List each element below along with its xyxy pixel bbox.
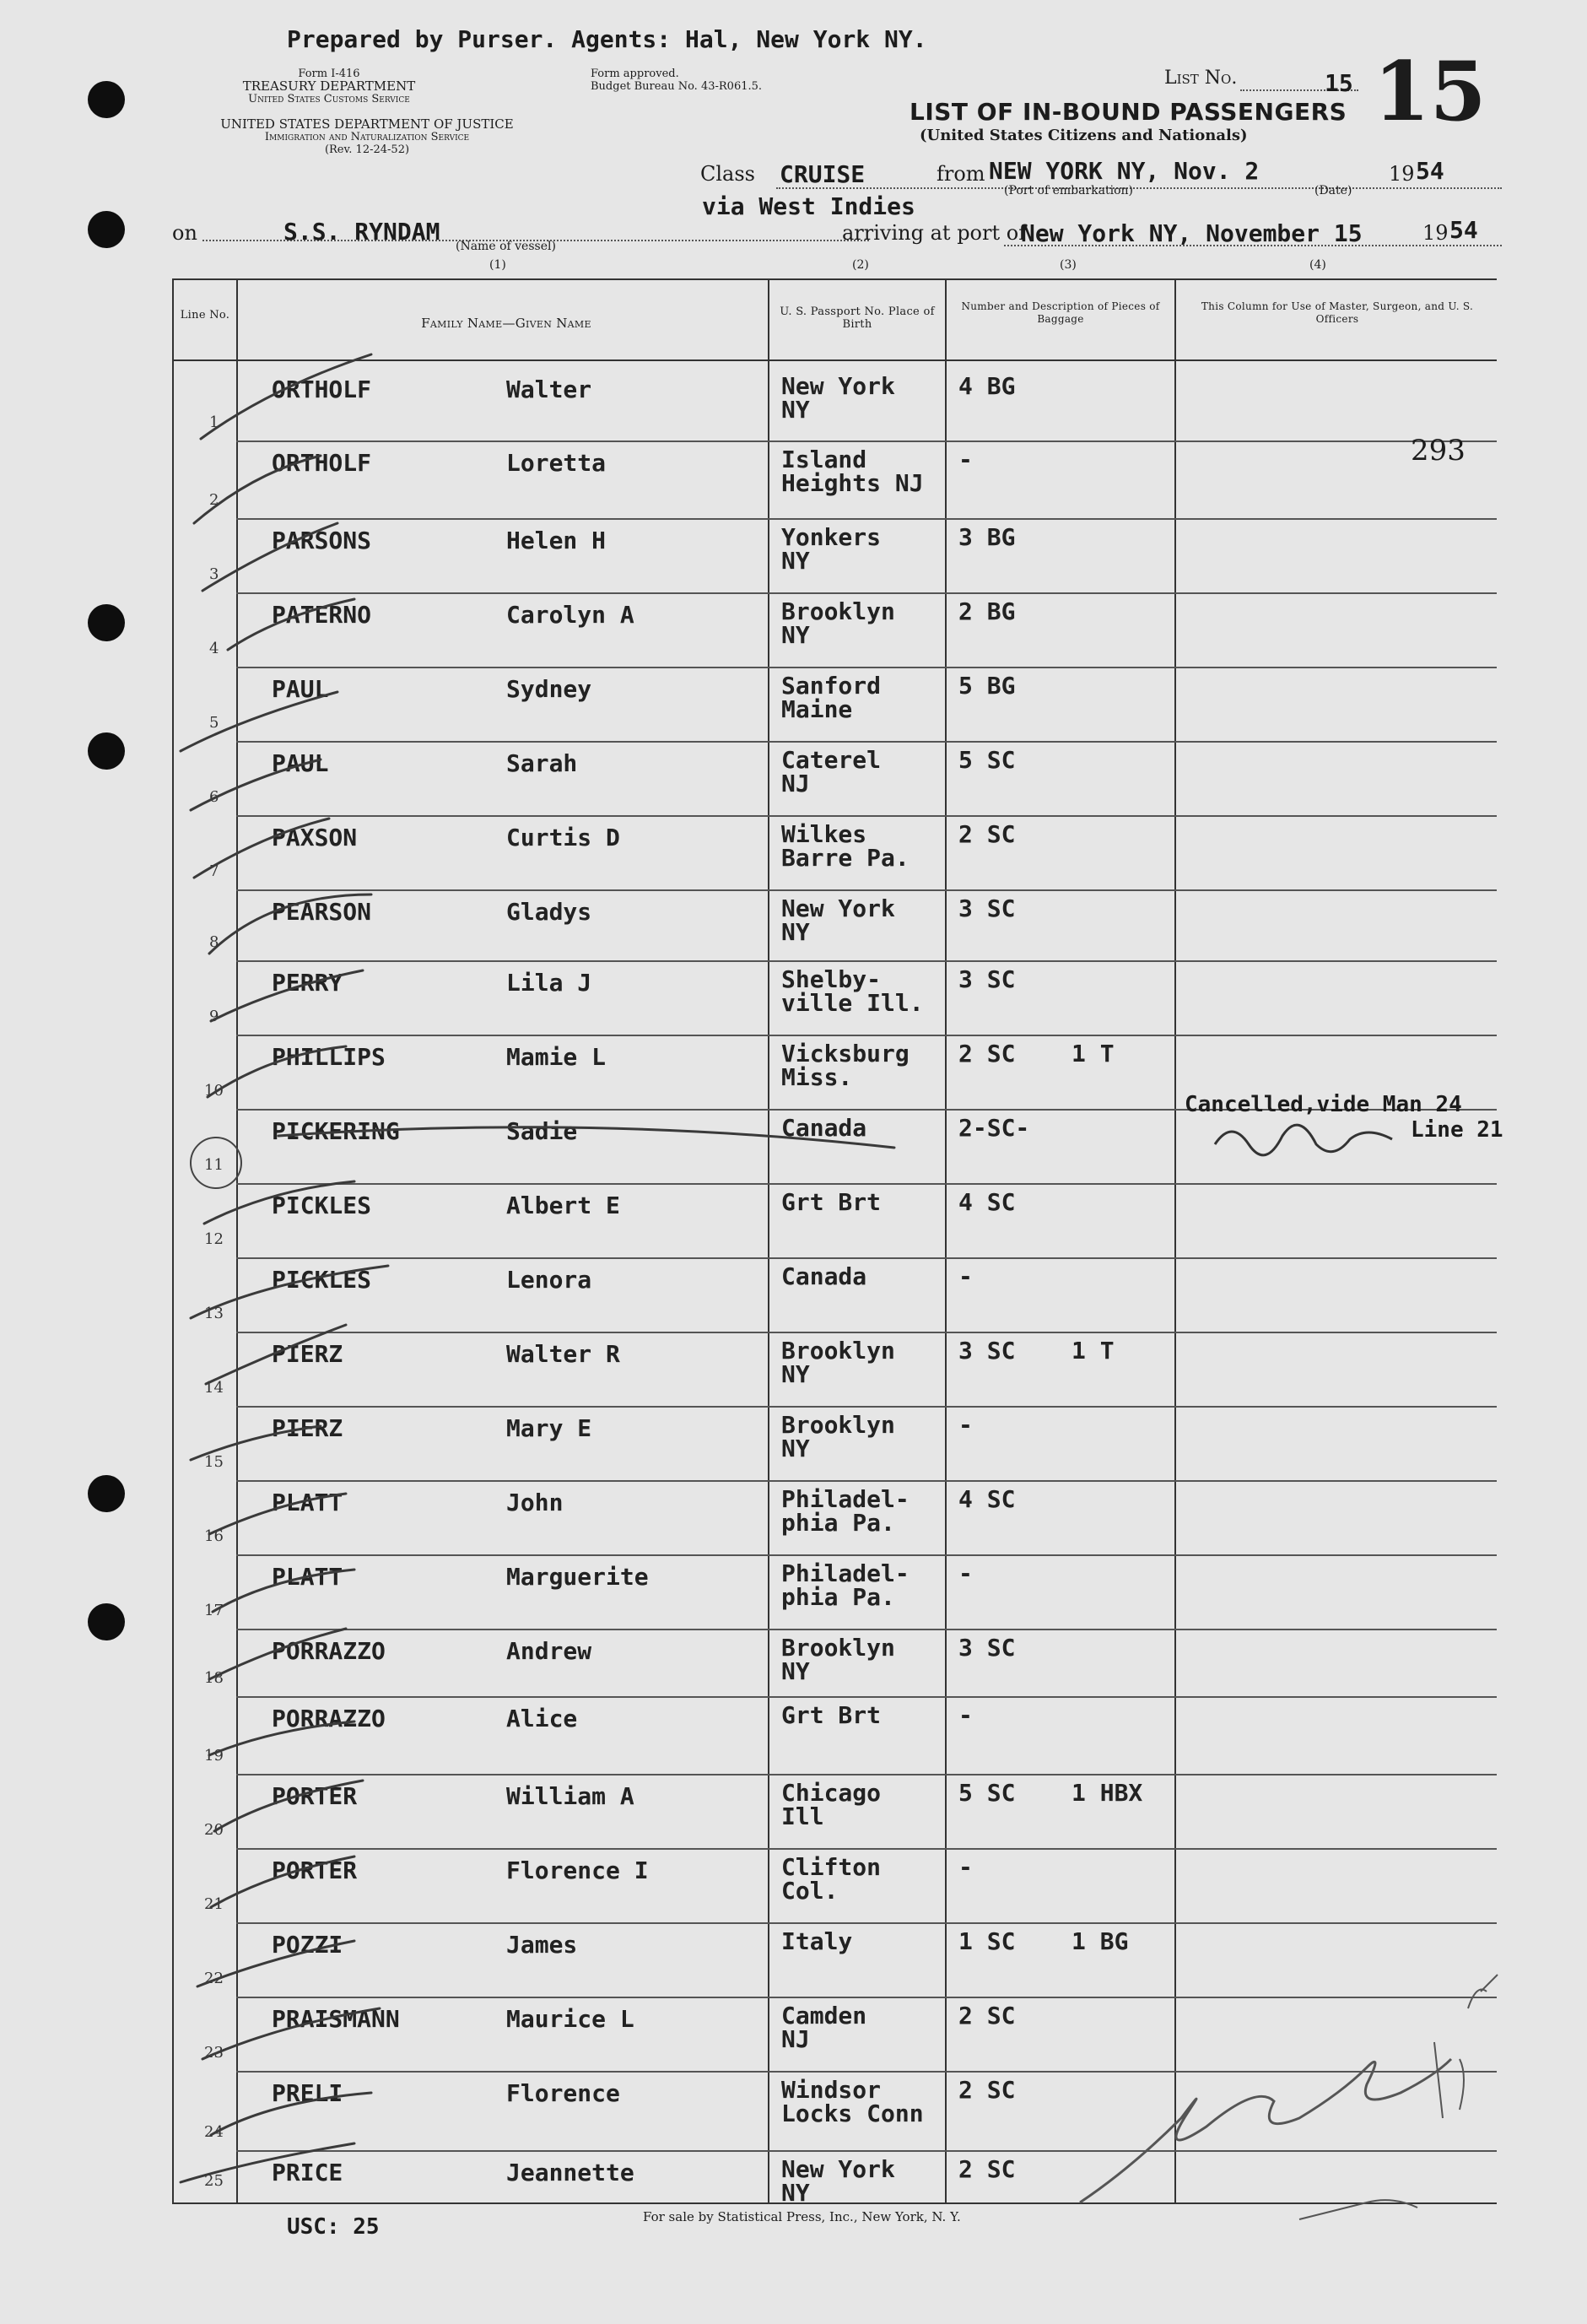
treasury-label: TREASURY DEPARTMENT <box>242 78 416 94</box>
given-name: Curtis D <box>506 824 620 851</box>
given-name: Lila J <box>506 969 592 997</box>
line-number: 22 <box>204 1970 224 1987</box>
family-name: PIERZ <box>272 1414 343 1442</box>
on-label: on <box>172 221 197 245</box>
place-of-birth: Brooklyn <box>781 1337 895 1365</box>
place-of-birth: New York <box>781 372 895 400</box>
given-name: Gladys <box>506 898 592 926</box>
arriving-label: arriving at port of <box>842 221 1027 245</box>
family-name: POZZI <box>272 1931 343 1959</box>
family-name: PICKERING <box>272 1117 400 1145</box>
place-of-birth-line2: Locks Conn <box>781 2100 924 2127</box>
place-of-birth-line2: Col. <box>781 1877 839 1905</box>
place-of-birth-line2: Heights NJ <box>781 469 924 497</box>
place-of-birth: Shelby- <box>781 965 882 993</box>
given-name: Sadie <box>506 1117 578 1145</box>
stamp-number: 293 <box>1411 434 1466 468</box>
place-of-birth: Philadel- <box>781 1485 910 1513</box>
via-route: via West Indies <box>702 192 915 220</box>
place-of-birth-line2: ville Ill. <box>781 989 924 1017</box>
given-name: Maurice L <box>506 2005 634 2033</box>
place-of-birth: Chicago <box>781 1779 882 1807</box>
place-of-birth-line2: NY <box>781 547 810 575</box>
baggage: 3 SC <box>958 1634 1016 1662</box>
line-number: 4 <box>209 640 219 657</box>
year-arrival: 54 <box>1449 216 1478 244</box>
given-name: Loretta <box>506 449 607 477</box>
place-of-birth: Island <box>781 446 867 473</box>
given-name: Florence <box>506 2079 620 2107</box>
given-name: Florence I <box>506 1856 649 1884</box>
col-officers: This Column for Use of Master, Surgeon, and U. S. Officers <box>1201 300 1474 325</box>
family-name: PRICE <box>272 2159 343 2186</box>
given-name: Mamie L <box>506 1043 607 1071</box>
family-name: PRELI <box>272 2079 343 2107</box>
given-name: Andrew <box>506 1637 592 1665</box>
col-ref-2: (2) <box>852 258 869 272</box>
budget-bureau: Budget Bureau No. 43-R061.5. <box>591 80 763 93</box>
place-of-birth: Wilkes <box>781 820 867 848</box>
list-title: LIST OF IN-BOUND PASSENGERS <box>910 98 1347 126</box>
place-of-birth: Canada <box>781 1262 867 1290</box>
from-label: from <box>937 162 985 186</box>
vessel-name: S.S. RYNDAM <box>283 218 440 246</box>
line-number: 3 <box>209 565 219 583</box>
line-number: 8 <box>209 933 219 951</box>
port-embarkation-label: (Port of embarkation) <box>1004 184 1133 197</box>
family-name: PLATT <box>272 1489 343 1516</box>
year-prefix: 19 <box>1389 162 1415 186</box>
list-no-big: 15 <box>1374 44 1487 139</box>
given-name: Sarah <box>506 749 578 777</box>
given-name: Carolyn A <box>506 601 634 629</box>
printer-note: For sale by Statistical Press, Inc., New York, N. Y. <box>643 2209 961 2224</box>
line-number: 21 <box>204 1895 224 1913</box>
family-name: PAUL <box>272 675 329 703</box>
given-name: Sydney <box>506 675 592 703</box>
family-name: PORTER <box>272 1856 358 1884</box>
place-of-birth-line2: NJ <box>781 2025 810 2053</box>
place-of-birth-line2: phia Pa. <box>781 1509 895 1537</box>
family-name: PATERNO <box>272 601 372 629</box>
family-name: PHILLIPS <box>272 1043 386 1071</box>
baggage: 3 SC <box>958 965 1016 993</box>
line-number: 10 <box>204 1082 224 1100</box>
line-number: 25 <box>204 2172 224 2190</box>
family-name: PARSONS <box>272 527 372 554</box>
list-no-label: List No. <box>1164 68 1238 89</box>
given-name: William A <box>506 1782 634 1810</box>
baggage: 4 BG <box>958 372 1016 400</box>
line-number: 11 <box>204 1156 224 1174</box>
place-of-birth: Yonkers <box>781 523 882 551</box>
line-number: 9 <box>209 1008 219 1025</box>
customs-label: United States Customs Service <box>248 93 410 105</box>
place-of-birth: Brooklyn <box>781 597 895 625</box>
place-of-birth-line2: Barre Pa. <box>781 844 910 872</box>
col-line-no: Line No. <box>180 309 230 322</box>
line-number: 13 <box>204 1305 224 1322</box>
baggage: 4 SC <box>958 1485 1016 1513</box>
baggage-extra: 1 T <box>1071 1337 1115 1365</box>
col-passport: U. S. Passport No. Place of Birth <box>780 305 935 331</box>
baggage: - <box>958 1559 973 1587</box>
place-of-birth: Sanford <box>781 672 882 700</box>
revision-label: (Rev. 12-24-52) <box>324 143 410 156</box>
line-number: 17 <box>204 1602 224 1619</box>
line-number: 7 <box>209 862 219 880</box>
line-number: 14 <box>204 1379 224 1397</box>
ins-label: Immigration and Naturalization Service <box>264 131 470 143</box>
place-of-birth: Italy <box>781 1927 853 1955</box>
place-of-birth: New York <box>781 2155 895 2183</box>
baggage: 3 SC <box>958 1337 1016 1365</box>
place-of-birth-line2: NY <box>781 621 810 649</box>
place-of-birth: Vicksburg <box>781 1040 910 1067</box>
line-number: 2 <box>209 491 219 509</box>
place-of-birth: Brooklyn <box>781 1634 895 1662</box>
baggage-extra: 1 T <box>1071 1040 1115 1067</box>
line-number: 15 <box>204 1453 224 1471</box>
place-of-birth-line2: NY <box>781 1435 810 1462</box>
family-name: PORRAZZO <box>272 1705 386 1732</box>
place-of-birth-line2: NY <box>781 396 810 424</box>
line-number: 5 <box>209 714 219 732</box>
line-number: 1 <box>209 413 219 431</box>
baggage: 2-SC- <box>958 1114 1030 1142</box>
baggage: 4 SC <box>958 1188 1016 1216</box>
given-name: Jeannette <box>506 2159 634 2186</box>
baggage-extra: 1 BG <box>1071 1927 1129 1955</box>
baggage: 2 SC <box>958 2076 1016 2104</box>
place-of-birth-line2: NJ <box>781 770 810 797</box>
prepared-by: Prepared by Purser. Agents: Hal, New York NY. <box>287 25 927 53</box>
place-of-birth: Caterel <box>781 746 882 774</box>
place-of-birth-line2: Miss. <box>781 1063 853 1091</box>
line-number: 18 <box>204 1669 224 1687</box>
given-name: Helen H <box>506 527 607 554</box>
given-name: Albert E <box>506 1192 620 1219</box>
line-number: 12 <box>204 1230 224 1248</box>
line-number: 24 <box>204 2123 224 2141</box>
class-label: Class <box>700 162 755 186</box>
family-name: PICKLES <box>272 1192 372 1219</box>
baggage: 2 SC <box>958 1040 1016 1067</box>
family-name: ORTHOLF <box>272 376 372 403</box>
baggage: 2 SC <box>958 2002 1016 2029</box>
baggage: 2 BG <box>958 597 1016 625</box>
year-from: 54 <box>1416 157 1444 185</box>
arrival-value: New York NY, November 15 <box>1021 219 1363 247</box>
place-of-birth: Canada <box>781 1114 867 1142</box>
justice-label: UNITED STATES DEPARTMENT OF JUSTICE <box>220 116 514 132</box>
form-approved: Form approved. <box>591 68 679 80</box>
baggage-extra: 1 HBX <box>1071 1779 1143 1807</box>
given-name: Alice <box>506 1705 578 1732</box>
baggage: 3 BG <box>958 523 1016 551</box>
family-name: PLATT <box>272 1563 343 1591</box>
cancelled-note-line: Line 21 <box>1411 1117 1503 1143</box>
col-ref-1: (1) <box>489 258 506 272</box>
baggage: 5 SC <box>958 746 1016 774</box>
col-name: Family Name—Given Name <box>421 316 591 331</box>
baggage: - <box>958 1853 973 1881</box>
col-ref-3: (3) <box>1060 258 1077 272</box>
form-number: Form I-416 <box>298 68 360 80</box>
given-name: Lenora <box>506 1266 592 1294</box>
place-of-birth: Philadel- <box>781 1559 910 1587</box>
place-of-birth: Clifton <box>781 1853 882 1881</box>
line-number: 20 <box>204 1821 224 1839</box>
line-number: 6 <box>209 788 219 806</box>
year-prefix-arrival: 19 <box>1422 221 1449 245</box>
baggage: 1 SC <box>958 1927 1016 1955</box>
family-name: PERRY <box>272 969 343 997</box>
place-of-birth-line2: NY <box>781 1657 810 1685</box>
place-of-birth: New York <box>781 894 895 922</box>
given-name: Mary E <box>506 1414 592 1442</box>
given-name: John <box>506 1489 564 1516</box>
place-of-birth: Brooklyn <box>781 1411 895 1439</box>
family-name: PAUL <box>272 749 329 777</box>
given-name: Walter <box>506 376 592 403</box>
baggage: 3 SC <box>958 894 1016 922</box>
baggage: - <box>958 446 973 473</box>
baggage: 2 SC <box>958 2155 1016 2183</box>
baggage: - <box>958 1411 973 1439</box>
given-name: Marguerite <box>506 1563 649 1591</box>
class-value: CRUISE <box>780 160 866 188</box>
family-name: PAXSON <box>272 824 358 851</box>
cancelled-note: Cancelled,vide Man 24 <box>1185 1092 1462 1117</box>
list-no-value: 15 <box>1325 69 1353 97</box>
list-subtitle: (United States Citizens and Nationals) <box>920 127 1248 144</box>
place-of-birth: Windsor <box>781 2076 882 2104</box>
given-name: Walter R <box>506 1340 620 1368</box>
place-of-birth: Grt Brt <box>781 1701 882 1729</box>
place-of-birth: Grt Brt <box>781 1188 882 1216</box>
line-number: 16 <box>204 1527 224 1545</box>
place-of-birth-line2: Ill <box>781 1802 824 1830</box>
baggage: - <box>958 1262 973 1290</box>
baggage: 5 SC <box>958 1779 1016 1807</box>
col-baggage: Number and Description of Pieces of Baggage <box>961 300 1160 325</box>
place-of-birth-line2: Maine <box>781 695 853 723</box>
place-of-birth-line2: NY <box>781 1360 810 1388</box>
family-name: PRAISMANN <box>272 2005 400 2033</box>
baggage: 5 BG <box>958 672 1016 700</box>
family-name: PORRAZZO <box>272 1637 386 1665</box>
family-name: PORTER <box>272 1782 358 1810</box>
from-value: NEW YORK NY, Nov. 2 <box>989 157 1260 185</box>
place-of-birth-line2: phia Pa. <box>781 1583 895 1611</box>
vessel-label: (Name of vessel) <box>456 240 556 253</box>
line-number: 19 <box>204 1747 224 1765</box>
family-name: ORTHOLF <box>272 449 372 477</box>
col-ref-4: (4) <box>1309 258 1326 272</box>
line-number: 23 <box>204 2044 224 2062</box>
family-name: PICKLES <box>272 1266 372 1294</box>
date-label: (Date) <box>1314 184 1352 197</box>
baggage: - <box>958 1701 973 1729</box>
family-name: PIERZ <box>272 1340 343 1368</box>
place-of-birth: Camden <box>781 2002 867 2029</box>
family-name: PEARSON <box>272 898 372 926</box>
baggage: 2 SC <box>958 820 1016 848</box>
given-name: James <box>506 1931 578 1959</box>
place-of-birth-line2: NY <box>781 2179 810 2207</box>
place-of-birth-line2: NY <box>781 918 810 946</box>
usc-count: USC: 25 <box>287 2214 380 2240</box>
